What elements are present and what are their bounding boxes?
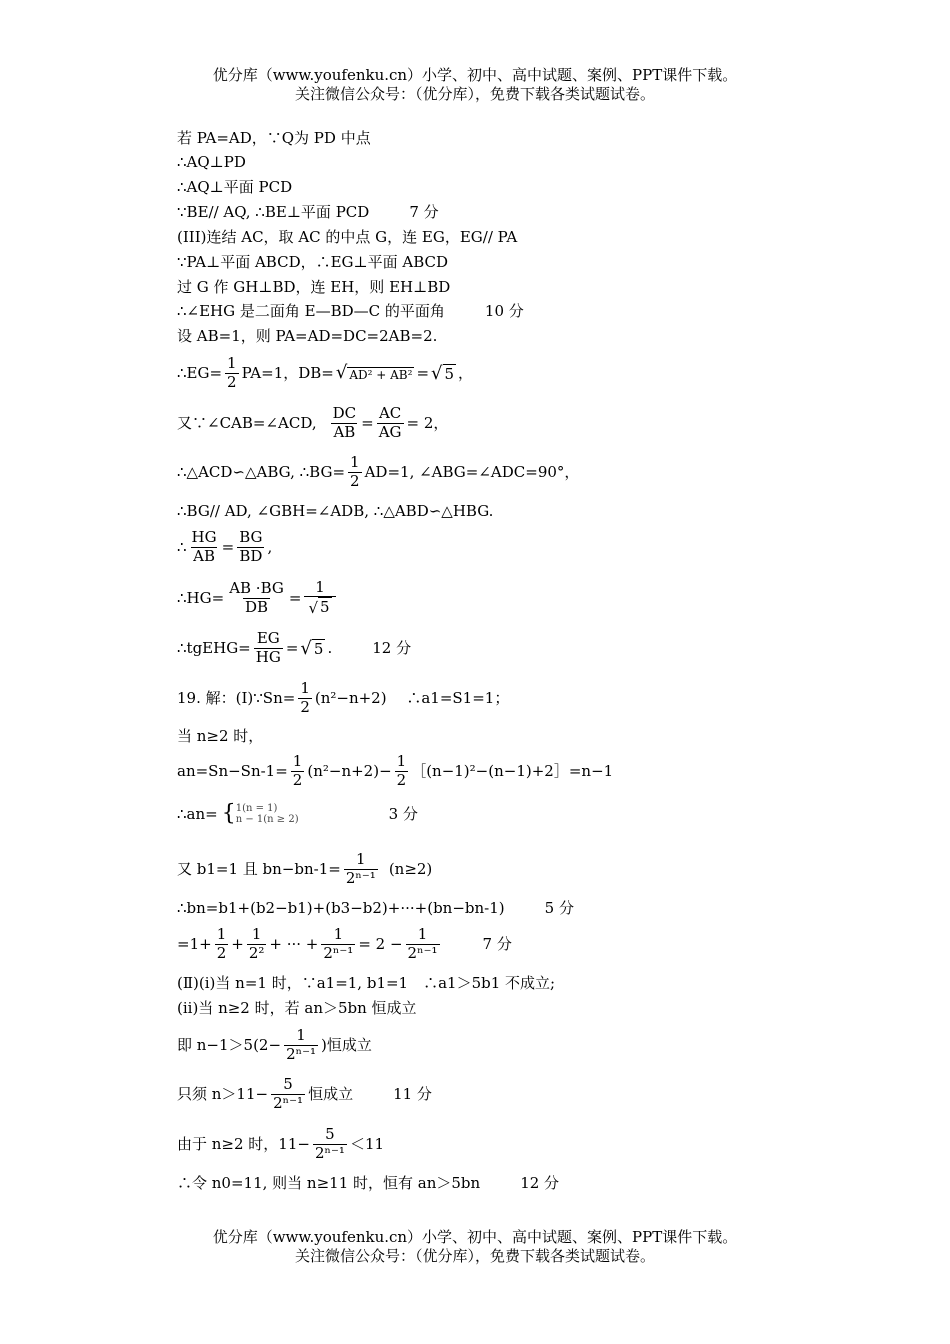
fraction-half-5: $\frac{1}{2}$ bbox=[396, 752, 407, 789]
line-part-ii-i: (Ⅱ)(i)当 n=1 时，∵a1=1, b1=1 ∴a1＞5b1 不成立; bbox=[177, 974, 556, 992]
page-header bbox=[0, 66, 950, 104]
line-bn-recurrence: 又 b1=1 且 bn−bn-1= $\frac{1}{\text{2ⁿ⁻¹}}$ (n≥2) bbox=[177, 850, 433, 887]
score-7b: 7 分 bbox=[482, 935, 512, 953]
sqrt-5: √ 5 bbox=[431, 362, 455, 384]
score-10: 10 分 bbox=[484, 302, 524, 320]
score-11: 11 分 bbox=[393, 1085, 432, 1103]
line-hg-ab-ratio: ∴ $\frac{HG}{AB}$ = $\frac{BG}{BD}$ , bbox=[177, 528, 273, 565]
line-an-formula: an=Sn−Sn-1= $\frac{1}{2}$ (n²−n+2)− $\frac{1}{2}$ ［(n−1)²−(n−1)+2］=n−1 bbox=[177, 752, 614, 789]
line-when-n-ge-2: 当 n≥2 时， bbox=[177, 727, 264, 745]
line-aq-perp-pd: ∴AQ⊥PD bbox=[177, 153, 246, 171]
line-inequality-2: 只须 n＞11− $\frac{5}{\text{2ⁿ⁻¹}}$ 恒成立 11 分 bbox=[177, 1075, 432, 1112]
fraction-half-2: $\frac{1}{2}$ bbox=[350, 453, 360, 490]
score-3: 3 分 bbox=[388, 805, 418, 823]
line-inequality-1: 即 n−1＞5(2− $\frac{1}{\text{2ⁿ⁻¹}}$ )恒成立 bbox=[177, 1026, 372, 1063]
line-inequality-3: 由于 n≥2 时，11− $\frac{5}{\text{2ⁿ⁻¹}}$ ＜11 bbox=[177, 1125, 385, 1162]
line-bn-value: =1+ $\frac{1}{2}$ + $\frac{1}{\text{2²}}$ + ··· + $\frac{1}{\text{2ⁿ⁻¹}}$ = 2 − $\frac{1}{\text{2ⁿ⁻¹}}$ 7 分 bbox=[177, 925, 512, 962]
fraction-1-2n1-c: $\frac{1}{\text{2ⁿ⁻¹}}$ bbox=[286, 1026, 317, 1063]
fraction-bg-bd: $\frac{BG}{BD}$ bbox=[239, 528, 263, 565]
line-be-perp-plane: ∵BE// AQ, ∴BE⊥平面 PCD 7 分 bbox=[177, 200, 439, 224]
fraction-ac-ag: $\frac{AC}{AG}$ bbox=[378, 404, 402, 441]
sqrt-5-b: √ 5 bbox=[300, 637, 324, 659]
fraction-1-over-2n1: $\frac{1}{\text{2ⁿ⁻¹}}$ bbox=[345, 850, 376, 887]
header-line-1: 优分库（www.youfenku.cn）小学、初中、高中试题、案例、PPT课件下载。 bbox=[212, 66, 738, 84]
score-12b: 12 分 bbox=[520, 1174, 560, 1192]
line-an-cases: ∴an= { 1(n = 1) n − 1(n ≥ 2) 3 分 bbox=[177, 801, 418, 826]
line-cab-acd: 又∵∠CAB=∠ACD, $\frac{DC}{AB}$ = $\frac{AC}{AG}$ = 2， bbox=[177, 404, 449, 441]
line-gh-perp-bd: 过 G 作 GH⊥BD，连 EH，则 EH⊥BD bbox=[177, 278, 451, 296]
fraction-half-3: $\frac{1}{2}$ bbox=[300, 679, 310, 716]
line-tg-ehg: ∴tgEHG= $\frac{EG}{HG}$ = √ 5 . 12 分 bbox=[177, 629, 412, 666]
fraction-5-2n1-a: $\frac{5}{\text{2ⁿ⁻¹}}$ bbox=[273, 1075, 304, 1112]
line-part-iii: (III)连结 AC，取 AC 的中点 G，连 EG，EG// PA bbox=[177, 228, 518, 246]
sqrt-ad-ab: √ AD² + AB² bbox=[335, 362, 413, 383]
page-footer bbox=[0, 1228, 950, 1266]
fraction-ab-bg-db: $\frac{AB \cdot BG}{DB}$ bbox=[229, 579, 284, 616]
score-5: 5 分 bbox=[544, 899, 574, 917]
line-dihedral-angle: ∴∠EHG 是二面角 E—BD—C 的平面角 10 分 bbox=[177, 299, 524, 323]
line-similar-acd-abg: ∴△ACD∽△ABG, ∴BG= $\frac{1}{2}$ AD=1, ∠ABG=∠ADC=90°， bbox=[177, 453, 580, 490]
fraction-1-2: $\frac{1}{2}$ bbox=[216, 925, 227, 962]
fraction-1-2n1-a: $\frac{1}{\text{2ⁿ⁻¹}}$ bbox=[323, 925, 354, 962]
fraction-1-2sq: $\frac{1}{\text{2²}}$ bbox=[248, 925, 265, 962]
footer-line-1: 优分库（www.youfenku.cn）小学、初中、高中试题、案例、PPT课件下载。 bbox=[212, 1228, 738, 1246]
line-hg-value: ∴HG= $\frac{AB \cdot BG}{DB}$ = 1 √ 5 bbox=[177, 575, 339, 621]
fraction-1-sqrt5: 1 √ 5 bbox=[304, 579, 335, 618]
line-aq-perp-plane: ∴AQ⊥平面 PCD bbox=[177, 178, 293, 196]
fraction-1-2n1-b: $\frac{1}{\text{2ⁿ⁻¹}}$ bbox=[407, 925, 438, 962]
line-conclusion: ∴令 n0=11, 则当 n≥11 时，恒有 an＞5bn 12 分 bbox=[177, 1171, 559, 1195]
line-part-ii-ii: (ii)当 n≥2 时，若 an＞5bn 恒成立 bbox=[177, 999, 417, 1017]
line-similar-abd-hbg: ∴BG// AD, ∠GBH=∠ADB, ∴△ABD∽△HBG. bbox=[177, 502, 494, 520]
line-bn-sum: ∴bn=b1+(b2−b1)+(b3−b2)+···+(bn−bn-1) 5 分 bbox=[177, 896, 574, 920]
fraction-half-4: $\frac{1}{2}$ bbox=[292, 752, 303, 789]
line-set-ab: 设 AB=1，则 PA=AD=DC=2AB=2. bbox=[177, 327, 438, 345]
fraction-5-2n1-b: $\frac{5}{\text{2ⁿ⁻¹}}$ bbox=[314, 1125, 345, 1162]
fraction-hg-ab: $\frac{HG}{AB}$ bbox=[191, 528, 217, 565]
fraction-dc-ab: $\frac{DC}{AB}$ bbox=[332, 404, 357, 441]
piecewise-an: { 1(n = 1) n − 1(n ≥ 2) bbox=[221, 801, 299, 826]
fraction-eg-hg: $\frac{EG}{HG}$ bbox=[255, 629, 281, 666]
fraction-half: $\frac{1}{2}$ bbox=[227, 354, 237, 391]
line-eg-db: ∴EG= $\frac{1}{2}$ PA=1，DB= √ AD² + AB² = √ 5 ， bbox=[177, 354, 474, 391]
score-12: 12 分 bbox=[372, 639, 412, 657]
footer-line-2: 关注微信公众号：（优分库），免费下载各类试题试卷。 bbox=[294, 1247, 655, 1265]
line-pa-perp-abcd: ∵PA⊥平面 ABCD，∴EG⊥平面 ABCD bbox=[177, 253, 449, 271]
header-line-2: 关注微信公众号：（优分库），免费下载各类试题试卷。 bbox=[294, 85, 655, 103]
line-pa-ad: 若 PA=AD，∵Q为 PD 中点 bbox=[177, 129, 371, 147]
line-q19-part-i: 19. 解：(Ⅰ)∵Sn= $\frac{1}{2}$ (n²−n+2) ∴a1=S1=1； bbox=[177, 679, 510, 716]
score-7: 7 分 bbox=[409, 203, 439, 221]
